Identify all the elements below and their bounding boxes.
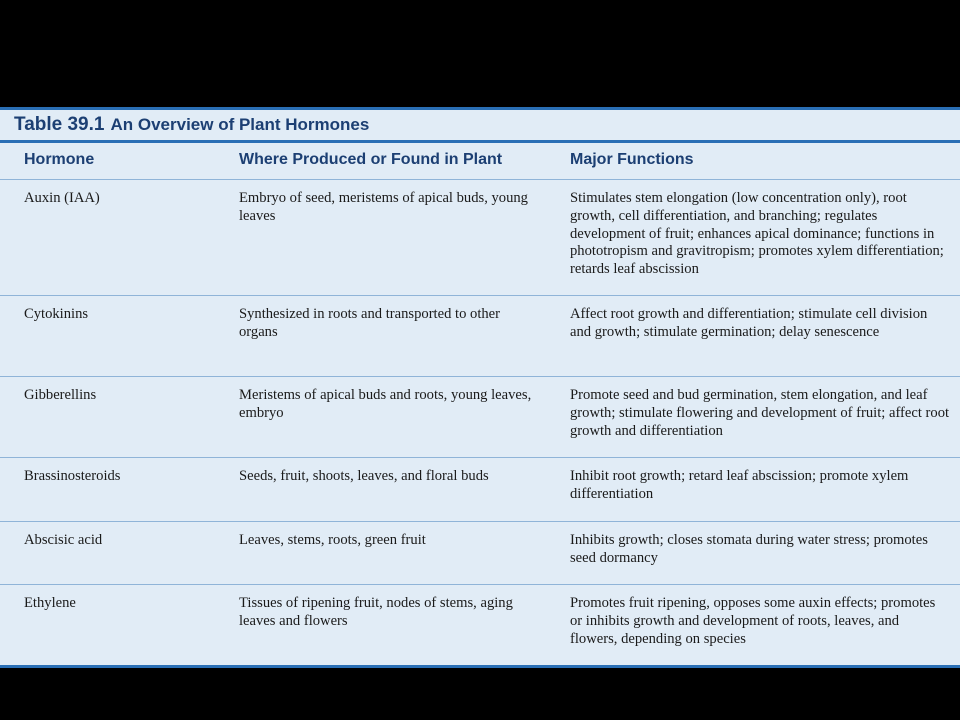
cell-major-functions: Affect root growth and differentiation; stimulate cell division and growth; stimulate germination; delay senescence: [570, 306, 928, 340]
cell-major-functions: Promotes fruit ripening, opposes some auxin effects; promotes or inhibits growth and development of roots, leaves, and flowers, depending on species: [570, 595, 936, 647]
cell-major-functions: Inhibit root growth; retard leaf abscission; promote xylem differentiation: [570, 468, 909, 502]
cell-where-produced: Tissues of ripening fruit, nodes of stems, aging leaves and flowers: [239, 595, 513, 629]
header-major-functions: Major Functions: [570, 151, 694, 168]
hormone-table: [0, 107, 960, 667]
cell-hormone: Gibberellins: [24, 387, 97, 403]
cell-where-produced: Leaves, stems, roots, green fruit: [239, 532, 426, 548]
header-hormone: Hormone: [24, 151, 95, 168]
cell-where-produced: Embryo of seed, meristems of apical buds, young leaves: [239, 190, 528, 224]
table-number: Table 39.1: [14, 114, 105, 135]
cell-hormone: Auxin (IAA): [24, 190, 100, 206]
cell-hormone: Abscisic acid: [24, 532, 103, 548]
cell-where-produced: Meristems of apical buds and roots, young leaves, embryo: [239, 387, 532, 421]
cell-major-functions: Inhibits growth; closes stomata during water stress; promotes seed dormancy: [570, 532, 928, 566]
table-row: [0, 522, 960, 585]
cell-major-functions: Stimulates stem elongation (low concentration only), root growth, cell differentiation, and branching; regulates development of fruit; enhances apical dominance; functions in phototropism and gravitropism; promotes xylem differentiation; retards leaf abscission: [570, 190, 944, 278]
cell-hormone: Brassinosteroids: [24, 468, 121, 484]
header-where-produced: Where Produced or Found in Plant: [239, 151, 503, 168]
cell-where-produced: Seeds, fruit, shoots, leaves, and floral buds: [239, 468, 489, 484]
table-row: [0, 585, 960, 668]
cell-major-functions: Promote seed and bud germination, stem elongation, and leaf growth; stimulate flowering and development of fruit; affect root growth and differentiation: [570, 387, 950, 439]
cell-where-produced: Synthesized in roots and transported to other organs: [239, 306, 501, 340]
cell-hormone: Ethylene: [24, 595, 76, 611]
table-row: [0, 377, 960, 458]
table-title: An Overview of Plant Hormones: [110, 115, 370, 134]
table-row: [0, 458, 960, 522]
table-header-row: [0, 143, 960, 180]
table-row: [0, 296, 960, 377]
table-title-bar: [0, 107, 960, 143]
table-row: [0, 180, 960, 296]
cell-hormone: Cytokinins: [24, 306, 89, 322]
